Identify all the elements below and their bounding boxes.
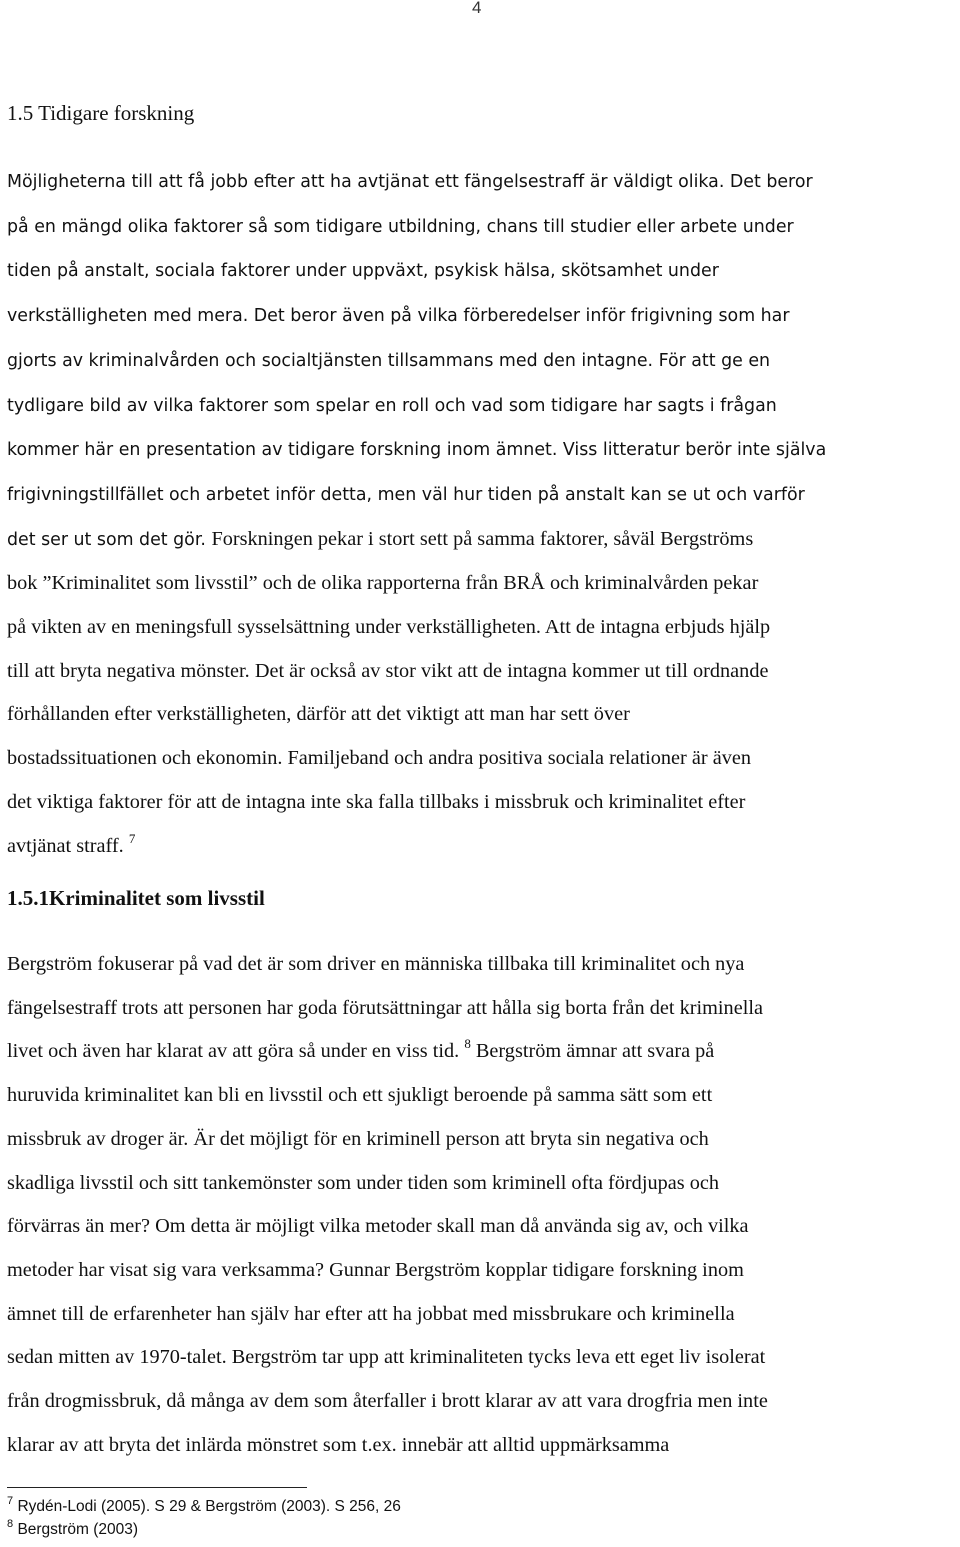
text-line — [7, 1162, 955, 1206]
text-line — [7, 339, 955, 384]
text-run: skadliga livsstil och sitt tankemönster som under tiden som kriminell ofta fördjupas och — [7, 1171, 719, 1194]
text-run: tydligare bild av vilka faktorer som spelar en roll och vad som tidigare har sagts i frågan — [7, 395, 777, 416]
text-line — [7, 737, 955, 781]
text-line — [7, 1293, 955, 1337]
footnote-8 — [7, 1518, 139, 1539]
text-line — [7, 1249, 955, 1293]
text-line — [7, 825, 955, 869]
text-line — [7, 987, 955, 1031]
text-run: gjorts av kriminalvården och socialtjänsten tillsammans med den intagne. För att ge en — [7, 350, 771, 371]
text-line — [7, 384, 955, 429]
text-line — [7, 1424, 955, 1468]
text-line — [7, 562, 955, 606]
text-run: tiden på anstalt, sociala faktorer under uppväxt, psykisk hälsa, skötsamhet under — [7, 261, 719, 282]
section-heading: 1.5 Tidigare forskning — [7, 101, 195, 125]
footnote-ref: 7 — [128, 830, 136, 846]
subsection-paragraph — [7, 943, 955, 1467]
text-run: sedan mitten av 1970-talet. Bergström tar upp att kriminaliteten tycks leva ett eget liv isolerat — [7, 1346, 766, 1369]
text-run: fängelsestraff trots att personen har goda förutsättningar att hålla sig borta från det kriminella — [7, 996, 763, 1019]
text-line — [7, 249, 955, 294]
text-run: metoder har visat sig vara verksamma? Gunnar Bergström kopplar tidigare forskning inom — [7, 1258, 744, 1281]
text-run: från drogmissbruk, då många av dem som återfaller i brott klarar av att vara drogfria men inte — [7, 1390, 768, 1413]
text-line — [7, 428, 955, 473]
text-line — [7, 473, 955, 518]
text-run: bostadssituationen och ekonomin. Familjeband och andra positiva sociala relationer är även — [7, 747, 751, 770]
text-line — [7, 160, 955, 205]
text-line — [7, 1030, 955, 1074]
text-line — [7, 650, 955, 694]
text-run: ämnet till de erfarenheter han själv har efter att ha jobbat med missbrukare och kriminella — [7, 1302, 735, 1325]
text-run: till att bryta negativa mönster. Det är också av stor vikt att de intagna kommer ut till ordnande — [7, 659, 769, 682]
text-run: missbruk av droger är. Är det möjligt för en kriminell person att bryta sin negativa och — [7, 1127, 709, 1150]
text-run: verkställigheten med mera. Det beror även på vilka förberedelser inför frigivning som har — [7, 306, 790, 327]
subsection-heading: 1.5.1Kriminalitet som livsstil — [7, 886, 265, 910]
text-run: på vikten av en meningsfull sysselsättning under verkställigheten. Att de intagna erbjuds hjälp — [7, 616, 771, 639]
footnote-7 — [7, 1495, 401, 1516]
footnote-number: 7 — [7, 1495, 14, 1507]
text-run: på en mängd olika faktorer så som tidigare utbildning, chans till studier eller arbete under — [7, 216, 794, 237]
text-line — [7, 1380, 955, 1424]
text-run: Bergström ämnar att svara på — [470, 1040, 715, 1063]
page-number: 4 — [472, 0, 482, 17]
text-run: Bergström fokuserar på vad det är som driver en människa tillbaka till kriminalitet och nya — [7, 953, 745, 975]
text-run: bok ”Kriminalitet som livsstil” och de olika rapporterna från BRÅ och kriminalvården pekar — [7, 572, 759, 595]
text-run: frigivningstillfället och arbetet inför detta, men väl hur tiden på anstalt kan se ut och varför — [7, 484, 805, 505]
text-line — [7, 294, 955, 339]
text-line — [7, 1074, 955, 1118]
footnote-divider — [7, 1487, 307, 1488]
footnote-ref: 8 — [464, 1036, 471, 1052]
text-run: förhållanden efter verkställigheten, därför att det viktigt att man har sett över — [7, 703, 630, 726]
text-run: klarar av att bryta det inlärda mönstret som t.ex. innebär att alltid uppmärksamma — [7, 1433, 670, 1456]
text-line — [7, 1118, 955, 1162]
footnote-text: Rydén-Lodi (2005). S 29 & Bergström (2003). S 256, 26 — [17, 1498, 401, 1515]
text-line — [7, 205, 955, 250]
text-run: huruvida kriminalitet kan bli en livsstil och ett sjukligt beroende på samma sätt som ett — [7, 1084, 713, 1107]
text-run: Möjligheterna till att få jobb efter att ha avtjänat ett fängelsestraff är väldigt olika. Det beror — [7, 172, 813, 192]
text-line — [7, 518, 955, 563]
text-run: livet och även har klarat av att göra så under en viss tid. — [7, 1040, 465, 1063]
text-run: det viktiga faktorer för att de intagna inte ska falla tillbaks i missbruk och kriminalitet efter — [7, 790, 746, 813]
text-line — [7, 1205, 955, 1249]
text-line — [7, 606, 955, 650]
footnote-text: Bergström (2003) — [17, 1521, 139, 1538]
text-run: det ser ut som det gör. — [7, 529, 212, 550]
section-paragraph — [7, 160, 955, 868]
text-run: kommer här en presentation av tidigare forskning inom ämnet. Viss litteratur berör inte själva — [7, 440, 827, 461]
text-line — [7, 943, 955, 987]
text-run: avtjänat straff. — [7, 834, 129, 857]
text-line — [7, 693, 955, 737]
text-run: förvärras än mer? Om detta är möjligt vilka metoder skall man då använda sig av, och vilka — [7, 1215, 749, 1238]
text-line — [7, 781, 955, 825]
text-line — [7, 1336, 955, 1380]
text-run: Forskningen pekar i stort sett på samma faktorer, såväl Bergströms — [211, 527, 754, 550]
footnote-number: 8 — [7, 1518, 14, 1530]
